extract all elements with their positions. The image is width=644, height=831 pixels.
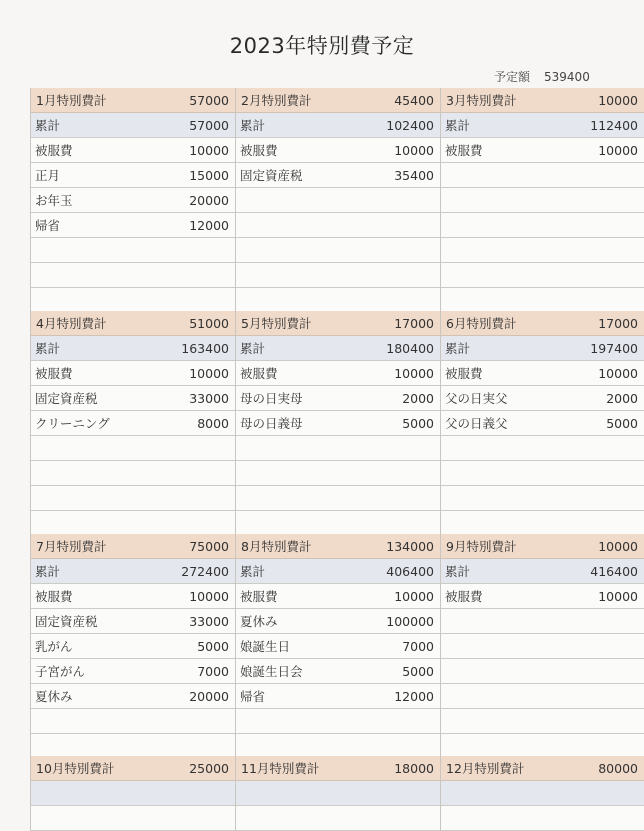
row-value: 33000 [189,613,229,629]
row-label: 被服費 [445,143,483,158]
expense-row [31,511,235,536]
expense-row [236,659,440,684]
row-value: 20000 [189,192,229,208]
row-label: 夏休み [35,689,73,704]
month-header-label: 10月特別費計 [36,761,115,776]
expense-row [236,188,440,213]
expense-row [441,263,644,288]
expense-row [31,188,235,213]
month-block [440,756,644,831]
row-label: 固定資産税 [35,614,98,629]
month-header-label: 12月特別費計 [446,761,525,776]
expense-row [236,584,440,609]
expense-row [441,288,644,313]
expense-row [31,709,235,734]
expense-row [31,411,235,436]
month-block [235,756,440,831]
row-value: 15000 [189,167,229,183]
cumulative-row [31,336,235,361]
month-block [30,756,235,831]
expense-row [441,361,644,386]
budget-label: 予定額 [494,70,531,84]
row-label: 帰省 [240,689,266,704]
month-header-total: 17000 [394,315,434,331]
expense-row [236,634,440,659]
month-header-label: 9月特別費計 [446,539,517,554]
month-header-total: 18000 [394,760,434,776]
row-value: 5000 [402,663,434,679]
row-value: 5000 [197,638,229,654]
row-label: 父の日義父 [445,416,508,431]
expense-row [441,486,644,511]
month-header-total: 134000 [386,538,434,554]
month-header-total: 75000 [189,538,229,554]
row-label: 被服費 [445,366,483,381]
month-header-total: 17000 [598,315,638,331]
expense-row [441,634,644,659]
expense-row [441,584,644,609]
month-header [236,311,440,336]
month-header [31,534,235,559]
expense-row [31,361,235,386]
expense-row [441,709,644,734]
row-value: 12000 [189,217,229,233]
expense-row [236,684,440,709]
row-value: 180400 [386,340,434,356]
row-value: 5000 [402,415,434,431]
month-header [441,311,644,336]
month-header-total: 80000 [598,760,638,776]
month-header-total: 57000 [189,92,229,108]
expense-row [31,138,235,163]
cumulative-row [31,781,235,806]
cumulative-row [31,113,235,138]
cumulative-row [441,559,644,584]
row-value: 2000 [606,390,638,406]
row-value: 57000 [189,117,229,133]
row-label: 帰省 [35,218,61,233]
month-header-label: 1月特別費計 [36,93,107,108]
month-header-label: 8月特別費計 [241,539,312,554]
expense-row [31,238,235,263]
month-header [31,756,235,781]
month-header [441,88,644,113]
row-value: 102400 [386,117,434,133]
row-value: 112400 [590,117,638,133]
expense-row [31,163,235,188]
row-label: 固定資産税 [35,391,98,406]
month-header [441,756,644,781]
month-header [441,534,644,559]
row-value: 12000 [394,688,434,704]
expense-row [31,609,235,634]
row-label: お年玉 [35,193,73,208]
row-label: 子宮がん [35,664,86,679]
expense-row [31,461,235,486]
row-label: 母の日義母 [240,416,303,431]
expense-row [31,659,235,684]
expense-row [441,436,644,461]
month-block [440,534,644,759]
expense-row [236,213,440,238]
row-value: 7000 [402,638,434,654]
expense-row [236,511,440,536]
month-header [31,88,235,113]
row-value: 100000 [386,613,434,629]
expense-row [236,411,440,436]
row-label: 被服費 [240,366,278,381]
row-label: 被服費 [35,143,73,158]
row-value: 10000 [189,365,229,381]
cumulative-row [236,559,440,584]
expense-row [236,163,440,188]
row-value: 10000 [189,142,229,158]
expense-row [31,288,235,313]
month-header-total: 25000 [189,760,229,776]
expense-row [236,288,440,313]
row-label: 累計 [35,564,61,579]
row-label: 被服費 [240,589,278,604]
month-header-label: 7月特別費計 [36,539,107,554]
expense-row [236,436,440,461]
month-header [236,88,440,113]
month-block [235,311,440,536]
row-value: 10000 [394,365,434,381]
expense-row [441,609,644,634]
row-label: 累計 [445,564,471,579]
month-header-total: 51000 [189,315,229,331]
row-value: 5000 [606,415,638,431]
expense-row [31,386,235,411]
row-value: 197400 [590,340,638,356]
expense-row [31,684,235,709]
expense-row [236,386,440,411]
month-header-label: 6月特別費計 [446,316,517,331]
expense-row [31,634,235,659]
row-label: 父の日実父 [445,391,508,406]
expense-row [236,486,440,511]
month-block [440,311,644,536]
row-value: 33000 [189,390,229,406]
cumulative-row [441,781,644,806]
row-label: クリーニング [35,416,110,431]
month-block [235,88,440,313]
month-block [235,534,440,759]
month-header-total: 10000 [598,538,638,554]
row-value: 10000 [598,365,638,381]
cumulative-row [31,559,235,584]
row-value: 2000 [402,390,434,406]
month-header-label: 3月特別費計 [446,93,517,108]
row-label: 累計 [240,564,266,579]
expense-row [441,461,644,486]
month-header [236,756,440,781]
expense-row [236,609,440,634]
row-value: 20000 [189,688,229,704]
expense-row [236,238,440,263]
expense-row [31,806,235,831]
row-label: 固定資産税 [240,168,303,183]
expense-row [441,411,644,436]
cumulative-row [236,113,440,138]
expense-row [236,361,440,386]
expense-row [441,684,644,709]
page-title: 2023年特別費予定 [229,34,415,58]
expense-row [236,138,440,163]
expense-row [441,238,644,263]
expense-row [441,386,644,411]
row-label: 母の日実母 [240,391,303,406]
row-value: 10000 [189,588,229,604]
row-value: 272400 [181,563,229,579]
row-label: 被服費 [240,143,278,158]
expense-row [441,138,644,163]
cumulative-row [441,336,644,361]
month-block [440,88,644,313]
expense-row [441,188,644,213]
row-label: 被服費 [35,366,73,381]
row-label: 乳がん [35,639,73,654]
month-block [30,534,235,759]
cumulative-row [236,336,440,361]
row-label: 累計 [240,341,266,356]
row-value: 406400 [386,563,434,579]
expense-row [236,263,440,288]
row-label: 夏休み [240,614,278,629]
row-value: 10000 [394,142,434,158]
month-header-label: 5月特別費計 [241,316,312,331]
expense-row [236,806,440,831]
row-label: 娘誕生日会 [240,664,303,679]
row-label: 累計 [35,341,61,356]
month-header-label: 11月特別費計 [241,761,320,776]
row-label: 被服費 [445,589,483,604]
expense-row [31,263,235,288]
expense-row [31,486,235,511]
row-label: 正月 [35,168,61,183]
row-value: 8000 [197,415,229,431]
expense-row [31,584,235,609]
row-value: 10000 [598,142,638,158]
row-label: 累計 [240,118,266,133]
row-value: 163400 [181,340,229,356]
row-label: 累計 [35,118,61,133]
expense-row [31,213,235,238]
budget-total [494,68,590,85]
month-block [30,88,235,313]
row-label: 累計 [445,118,471,133]
monthly-grid [30,88,644,789]
expense-row [441,659,644,684]
row-value: 35400 [394,167,434,183]
row-value: 10000 [598,588,638,604]
row-value: 416400 [590,563,638,579]
month-header-label: 4月特別費計 [36,316,107,331]
expense-row [31,436,235,461]
row-label: 娘誕生日 [240,639,291,654]
month-header-label: 2月特別費計 [241,93,312,108]
expense-row [441,163,644,188]
expense-row [441,806,644,831]
month-header [236,534,440,559]
row-label: 被服費 [35,589,73,604]
row-label: 累計 [445,341,471,356]
expense-row [236,709,440,734]
cumulative-row [236,781,440,806]
month-header-total: 45400 [394,92,434,108]
expense-row [236,461,440,486]
expense-row [441,511,644,536]
row-value: 7000 [197,663,229,679]
row-value: 10000 [394,588,434,604]
expense-row [441,213,644,238]
cumulative-row [441,113,644,138]
budget-value: 539400 [544,70,590,84]
month-block [30,311,235,536]
month-header [31,311,235,336]
month-header-total: 10000 [598,92,638,108]
